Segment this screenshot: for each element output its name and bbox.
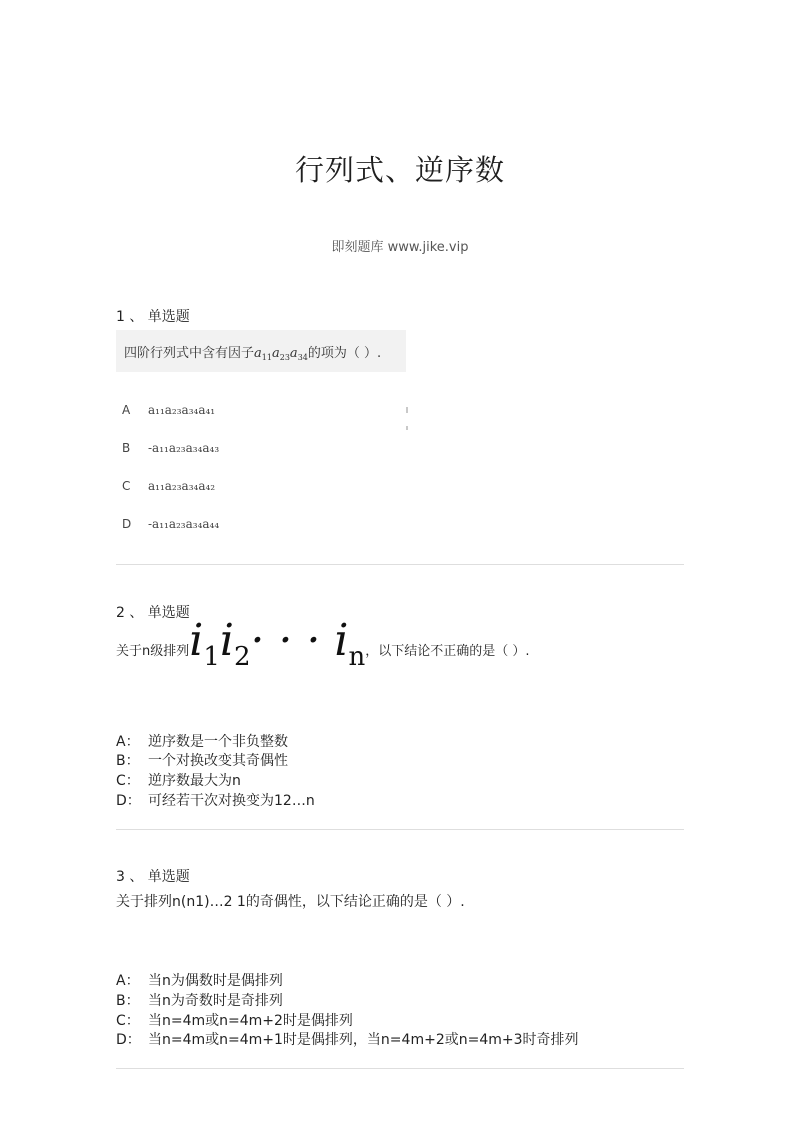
divider	[116, 829, 684, 830]
question-1-stem-suffix: 的项为（ ）.	[307, 346, 382, 361]
question-2-option-b[interactable]: B： 一个对换改变其奇偶性	[116, 753, 288, 769]
question-1-stem-image	[116, 330, 406, 372]
question-3-header: 3 、 单选题	[116, 869, 190, 885]
page-title: 行列式、逆序数	[294, 153, 505, 187]
question-2-stem	[116, 615, 530, 675]
question-2-stem-math: $i_1i_2\cdot$ · · $i_n$	[189, 615, 366, 672]
question-2-stem-prefix: 关于n级排列	[116, 644, 190, 659]
question-3-option-c[interactable]: C： 当n=4m或n=4m+2时是偶排列	[116, 1013, 353, 1029]
question-1-option-d[interactable]: D -a₁₁a₂₃a₃₄a₄₄	[122, 517, 220, 531]
question-3-option-d[interactable]: D： 当n=4m或n=4m+1时是偶排列，当n=4m+2或n=4m+3时奇排列	[116, 1032, 579, 1048]
question-3-option-b[interactable]: B： 当n为奇数时是奇排列	[116, 993, 283, 1009]
question-2-option-c[interactable]: C： 逆序数最大为n	[116, 773, 241, 789]
scan-speck	[406, 407, 408, 413]
question-2-header: 2 、 单选题	[116, 605, 190, 621]
question-1-header: 1 、 单选题	[116, 309, 190, 325]
question-3-option-a[interactable]: A： 当n为偶数时是偶排列	[116, 973, 283, 989]
question-1-stem-prefix: 四阶行列式中含有因子	[124, 346, 255, 361]
question-2-option-d[interactable]: D： 可经若干次对换变为12…n	[116, 793, 315, 809]
question-1-option-a[interactable]: A a₁₁a₂₃a₃₄a₄₁	[122, 403, 216, 417]
scan-speck	[406, 426, 408, 430]
question-2-option-a[interactable]: A： 逆序数是一个非负整数	[116, 734, 288, 750]
question-1-option-b[interactable]: B -a₁₁a₂₃a₃₄a₄₃	[122, 441, 220, 455]
question-3-stem: 关于排列n(n1)…2 1的奇偶性，以下结论正确的是（ ）.	[116, 894, 465, 910]
divider	[116, 1068, 684, 1069]
question-1-stem	[124, 342, 381, 362]
question-1-stem-math: $a_{11}a_{23}a_{34}$	[254, 346, 308, 362]
question-2-stem-suffix: ，以下结论不正确的是（ ）.	[365, 644, 530, 659]
question-1-option-c[interactable]: C a₁₁a₂₃a₃₄a₄₂	[122, 479, 216, 493]
divider	[116, 564, 684, 565]
page-subtitle: 即刻题库 www.jike.vip	[331, 240, 469, 255]
